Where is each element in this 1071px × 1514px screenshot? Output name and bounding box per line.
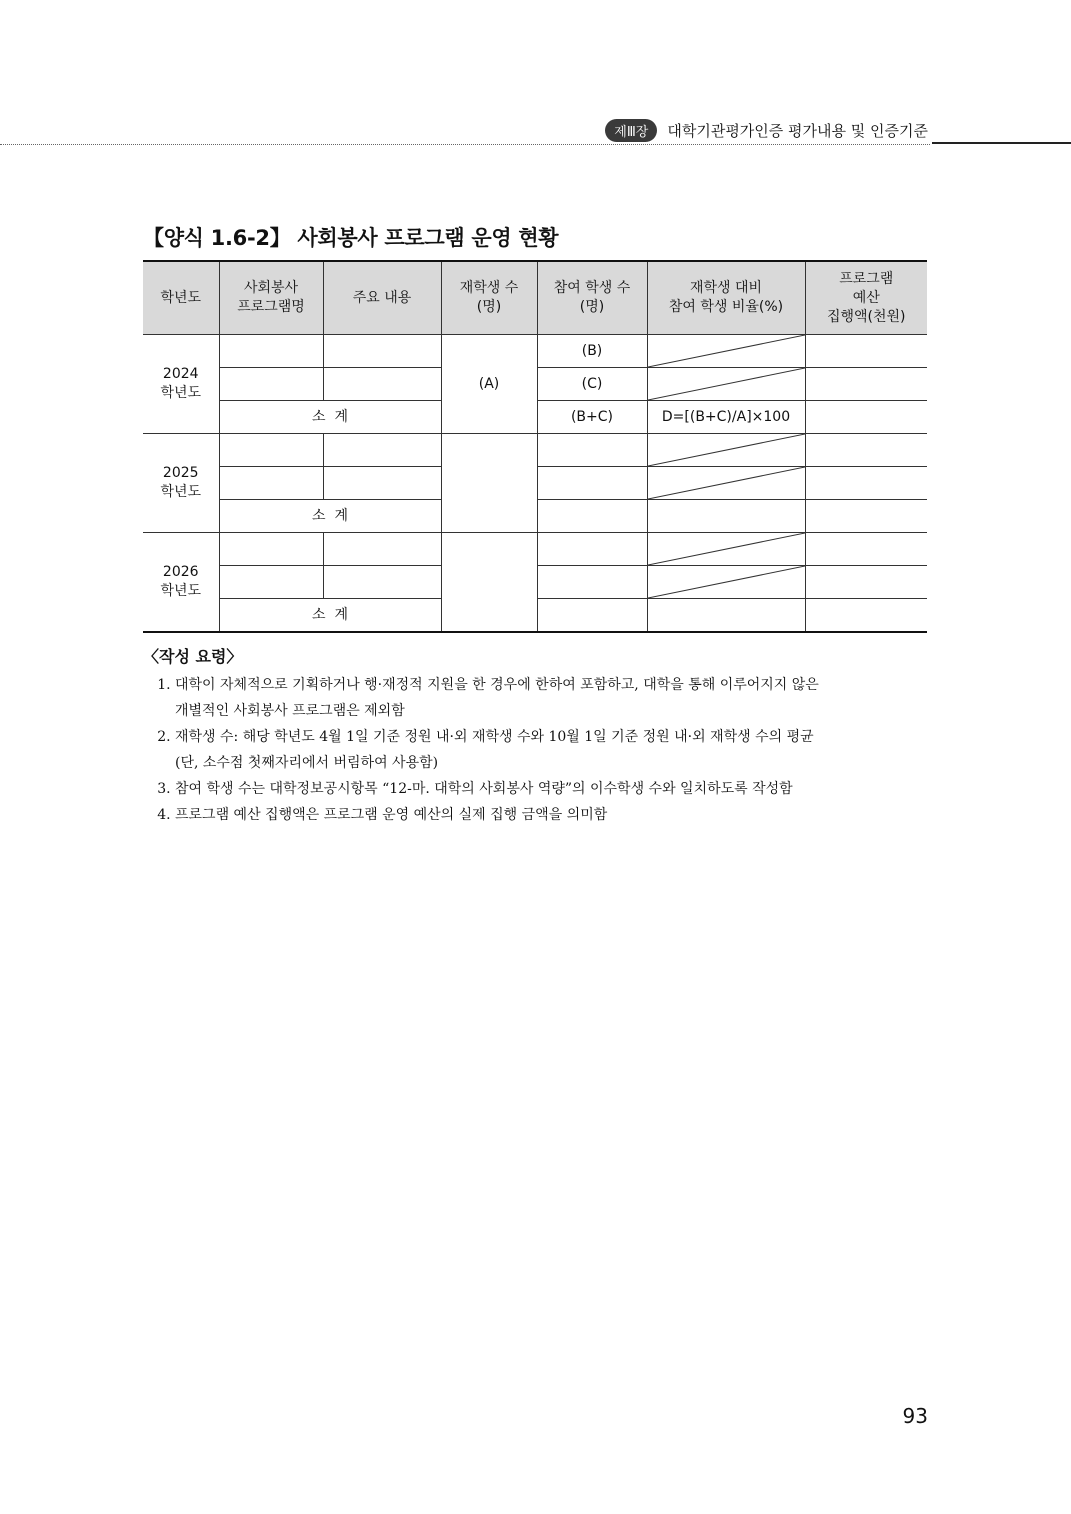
ratio-cell-diagonal bbox=[647, 566, 805, 599]
th-ratio: 재학생 대비 참여 학생 비율(%) bbox=[647, 261, 805, 335]
program-name-cell bbox=[219, 566, 323, 599]
budget-cell bbox=[805, 500, 927, 533]
subtotal-ratio bbox=[647, 500, 805, 533]
participants-cell bbox=[537, 467, 647, 500]
diagonal-line bbox=[648, 335, 805, 367]
guidelines-list bbox=[143, 672, 933, 828]
budget-cell bbox=[805, 599, 927, 633]
year-cell: 2024 학년도 bbox=[143, 335, 219, 434]
budget-cell bbox=[805, 467, 927, 500]
program-name-cell bbox=[219, 434, 323, 467]
ratio-cell-diagonal bbox=[647, 434, 805, 467]
note-line: 4. 프로그램 예산 집행액은 프로그램 운영 예산의 실제 집행 금액을 의미함 bbox=[175, 807, 608, 823]
diagonal-line bbox=[648, 533, 805, 565]
enrolled-cell bbox=[441, 533, 537, 633]
subtotal-ratio: D=[(B+C)/A]×100 bbox=[647, 401, 805, 434]
budget-cell bbox=[805, 434, 927, 467]
diagonal-line bbox=[648, 434, 805, 466]
service-program-table bbox=[143, 260, 927, 633]
program-name-cell bbox=[219, 368, 323, 401]
list-item bbox=[175, 776, 933, 802]
table-row bbox=[143, 533, 927, 566]
subtotal-label: 소 계 bbox=[219, 599, 441, 633]
participants-cell bbox=[537, 566, 647, 599]
form-title: 【양식 1.6-2】 사회봉사 프로그램 운영 현황 bbox=[143, 226, 559, 250]
header-rule-solid bbox=[932, 142, 1071, 144]
table-header-row bbox=[143, 261, 927, 335]
enrolled-cell: (A) bbox=[441, 335, 537, 434]
note-line: 2. 재학생 수: 해당 학년도 4월 1일 기준 정원 내·외 재학생 수와 10월 1일 기준 정원 내·외 재학생 수의 평균 bbox=[175, 729, 814, 745]
year-cell: 2025 학년도 bbox=[143, 434, 219, 533]
program-name-cell bbox=[219, 467, 323, 500]
content-cell bbox=[323, 335, 441, 368]
chapter-badge: 제Ⅲ장 bbox=[605, 119, 657, 142]
table-row bbox=[143, 335, 927, 368]
page-number: 93 bbox=[902, 1404, 928, 1428]
diagonal-line bbox=[648, 368, 805, 400]
running-header bbox=[605, 119, 928, 142]
header-rule-dotted bbox=[0, 144, 930, 145]
note-line: 1. 대학이 자체적으로 기획하거나 행·재정적 지원을 한 경우에 한하여 포함하고, 대학을 통해 이루어지지 않은 bbox=[175, 677, 819, 693]
budget-cell bbox=[805, 368, 927, 401]
ratio-cell-diagonal bbox=[647, 467, 805, 500]
header-title: 대학기관평가인증 평가내용 및 인증기준 bbox=[667, 122, 928, 140]
th-enrolled: 재학생 수 (명) bbox=[441, 261, 537, 335]
ratio-cell-diagonal bbox=[647, 335, 805, 368]
subtotal-participants bbox=[537, 500, 647, 533]
content-cell bbox=[323, 434, 441, 467]
year-cell: 2026 학년도 bbox=[143, 533, 219, 633]
diagonal-line bbox=[648, 467, 805, 499]
subtotal-participants bbox=[537, 599, 647, 633]
th-participants: 참여 학생 수 (명) bbox=[537, 261, 647, 335]
program-name-cell bbox=[219, 533, 323, 566]
subtotal-participants: (B+C) bbox=[537, 401, 647, 434]
guidelines-title: 〈작성 요령〉 bbox=[143, 647, 243, 666]
content-cell bbox=[323, 467, 441, 500]
content-cell bbox=[323, 368, 441, 401]
participants-cell: (C) bbox=[537, 368, 647, 401]
subtotal-label: 소 계 bbox=[219, 401, 441, 434]
th-budget: 프로그램 예산 집행액(천원) bbox=[805, 261, 927, 335]
list-item bbox=[175, 672, 933, 724]
enrolled-cell bbox=[441, 434, 537, 533]
participants-cell: (B) bbox=[537, 335, 647, 368]
ratio-cell-diagonal bbox=[647, 533, 805, 566]
subtotal-ratio bbox=[647, 599, 805, 633]
content-cell bbox=[323, 566, 441, 599]
list-item bbox=[175, 724, 933, 776]
th-content: 주요 내용 bbox=[323, 261, 441, 335]
ratio-cell-diagonal bbox=[647, 368, 805, 401]
budget-cell bbox=[805, 401, 927, 434]
th-year: 학년도 bbox=[143, 261, 219, 335]
table-row bbox=[143, 434, 927, 467]
subtotal-label: 소 계 bbox=[219, 500, 441, 533]
content-cell bbox=[323, 533, 441, 566]
budget-cell bbox=[805, 533, 927, 566]
writing-guidelines bbox=[143, 644, 933, 828]
list-item bbox=[175, 802, 933, 828]
budget-cell bbox=[805, 335, 927, 368]
program-name-cell bbox=[219, 335, 323, 368]
note-line: 3. 참여 학생 수는 대학정보공시항목 “12-마. 대학의 사회봉사 역량”의 이수학생 수와 일치하도록 작성함 bbox=[175, 781, 793, 797]
th-program-name: 사회봉사 프로그램명 bbox=[219, 261, 323, 335]
diagonal-line bbox=[648, 566, 805, 598]
note-line: 개별적인 사회봉사 프로그램은 제외함 bbox=[175, 703, 405, 719]
participants-cell bbox=[537, 434, 647, 467]
note-line: (단, 소수점 첫째자리에서 버림하여 사용함) bbox=[175, 755, 439, 771]
budget-cell bbox=[805, 566, 927, 599]
participants-cell bbox=[537, 533, 647, 566]
